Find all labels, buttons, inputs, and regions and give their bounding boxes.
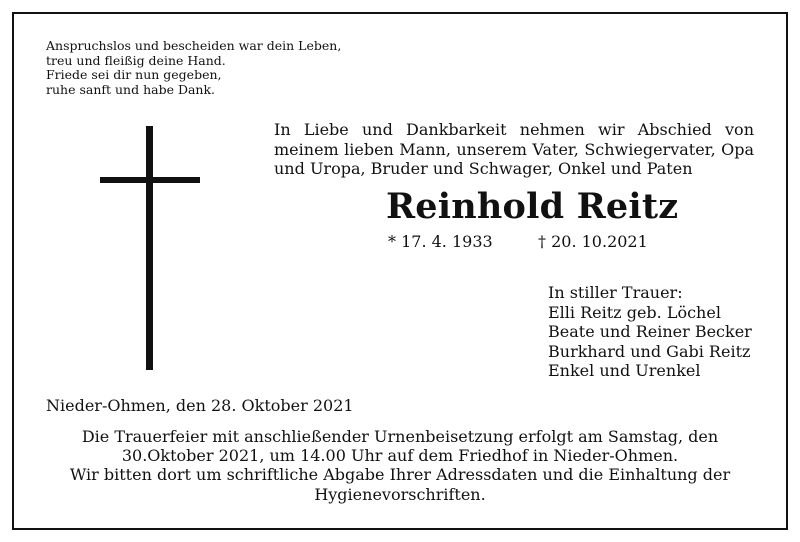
cross-horizontal-beam [100, 177, 200, 183]
mourner-name: Burkhard und Gabi Reitz [548, 341, 751, 361]
mourners-block [548, 283, 752, 381]
funeral-notice [62, 427, 738, 504]
ceremony-details: Die Trauerfeier mit anschließender Urnenbeisetzung erfolgt am Samstag, den 30.Oktober 2021, um 14.00 Uhr auf dem Friedhof in Nieder-Ohmen. [81, 427, 719, 466]
mourner-name: Elli Reitz geb. Löchel [548, 302, 721, 322]
death-date: † 20. 10.2021 [538, 232, 648, 251]
poem [46, 39, 341, 97]
farewell-text: In Liebe und Dankbarkeit nehmen wir Abschied von meinem lieben Mann, unserem Vater, Schwiegervater, Opa und Uropa, Bruder und Schwager, Onkel und Paten [274, 120, 754, 178]
poem-line: ruhe sanft und habe Dank. [46, 81, 216, 97]
mourner-name: Enkel und Urenkel [548, 361, 701, 380]
birth-date: * 17. 4. 1933 [388, 232, 493, 251]
deceased-name: Reinhold Reitz [386, 186, 679, 227]
mourner-name: Beate und Reiner Becker [548, 322, 752, 341]
poem-line: Friede sei dir nun gegeben, [46, 67, 222, 82]
place-and-date: Nieder-Ohmen, den 28. Oktober 2021 [46, 396, 354, 415]
mourners-heading: In stiller Trauer: [548, 283, 683, 302]
cross-vertical-beam [146, 126, 153, 370]
hygiene-request: Wir bitten dort um schriftliche Abgabe Ihrer Adressdaten und die Einhaltung der Hygienevorschriften. [69, 465, 731, 504]
poem-line: treu und fleißig deine Hand. [46, 52, 226, 68]
cross-icon [100, 126, 200, 370]
poem-line: Anspruchslos und bescheiden war dein Leben, [46, 38, 342, 53]
